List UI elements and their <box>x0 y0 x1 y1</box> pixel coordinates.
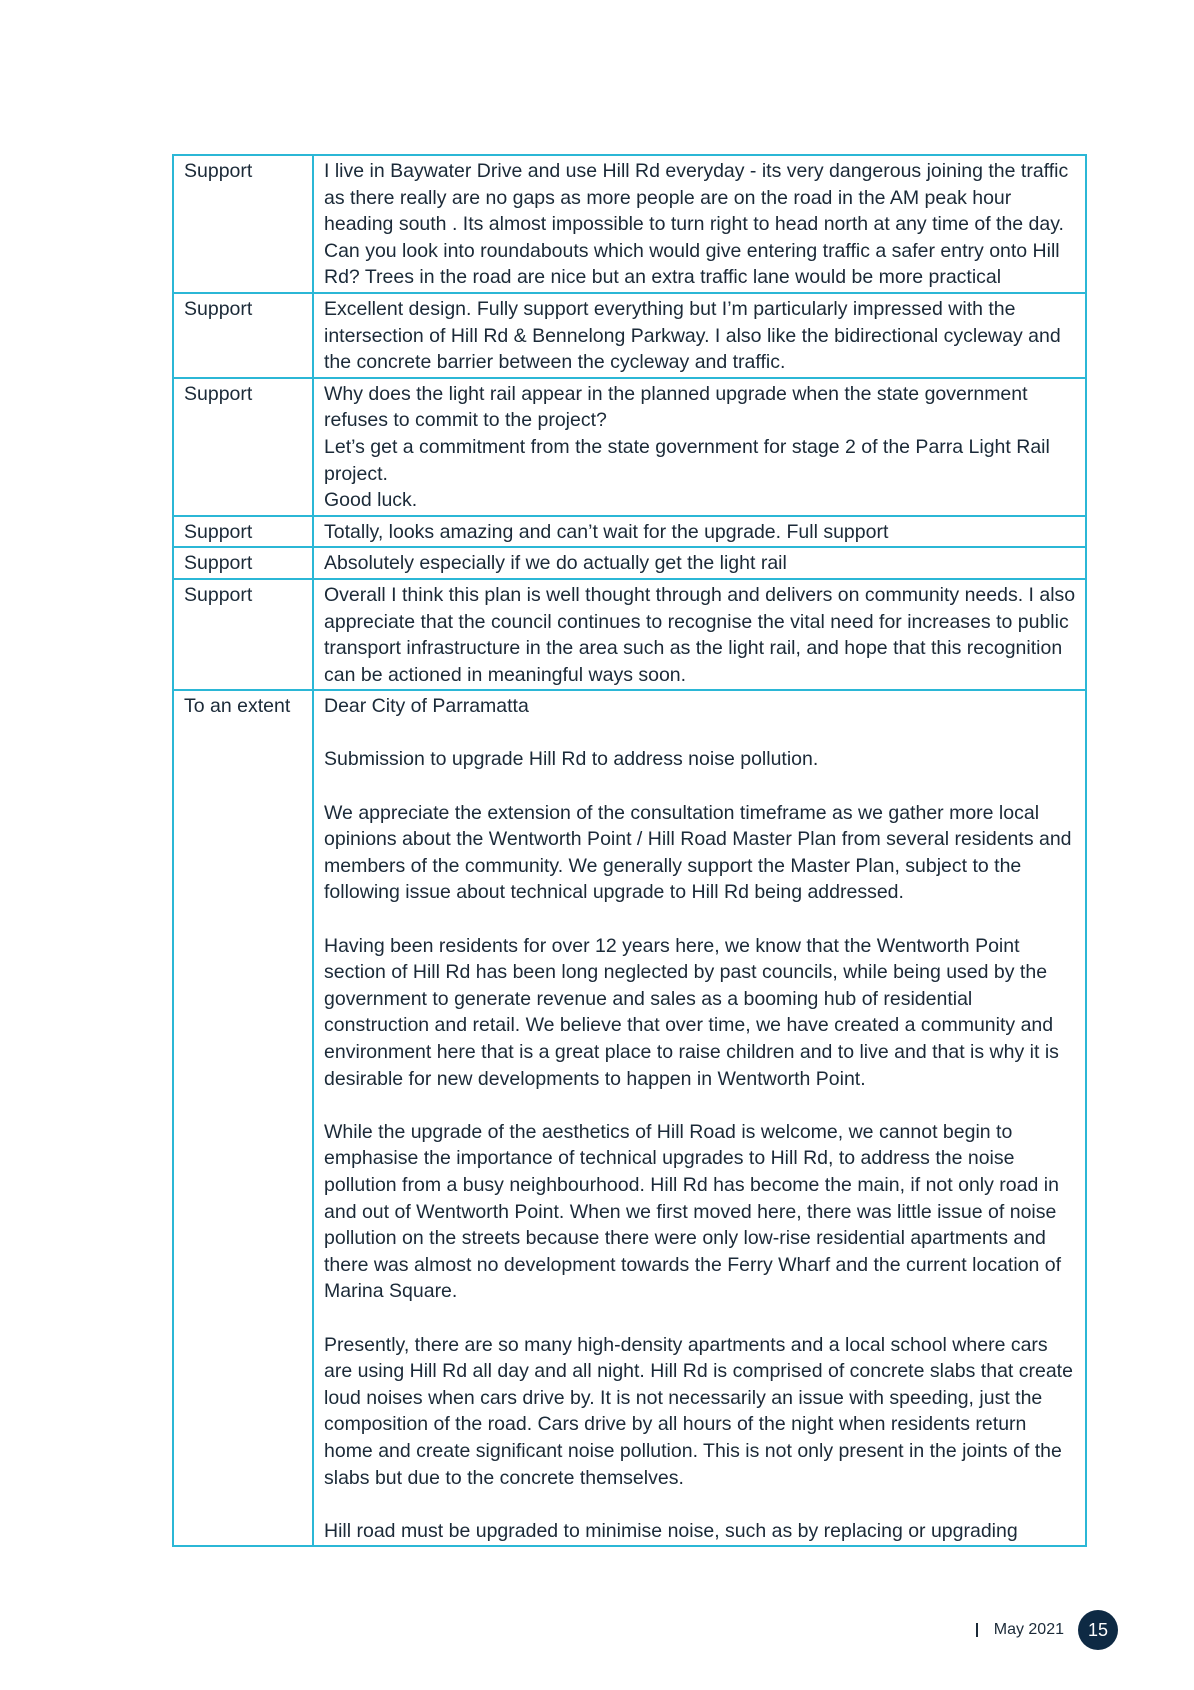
comment-paragraph: Absolutely especially if we do actually get the light rail <box>324 552 787 575</box>
support-level-cell: Support <box>173 547 313 579</box>
submissions-table-body <box>173 155 1086 1546</box>
comment-paragraph: Dear City of Parramatta <box>324 695 529 718</box>
footer-date: May 2021 <box>993 1621 1064 1638</box>
comment-cell <box>313 547 1086 579</box>
comment-paragraph: We appreciate the extension of the consultation timeframe as we gather more local opinions about the Wentworth Point / Hill Road Master Plan from several residents and members of the community. We generally support the Master Plan, subject to the following issue about technical upgrade to Hill Rd being addressed. <box>324 801 1072 904</box>
support-level-cell: To an extent <box>173 690 313 1546</box>
comment-paragraph: Excellent design. Fully support everything but I’m particularly impressed with the intersection of Hill Rd & Bennelong Parkway. I also like the bidirectional cycleway and the concrete barrier between the cycleway and traffic. <box>324 297 1061 374</box>
comment-paragraph: Submission to upgrade Hill Rd to address noise pollution. <box>324 748 819 771</box>
table-row <box>173 579 1086 690</box>
comment-paragraph: Totally, looks amazing and can’t wait for the upgrade. Full support <box>324 520 889 543</box>
comment-cell <box>313 155 1086 293</box>
comment-cell <box>313 293 1086 378</box>
comment-cell <box>313 378 1086 516</box>
comment-paragraph: Why does the light rail appear in the planned upgrade when the state government refuses to commit to the project? Let’s get a commitment from the state government for stage 2 of the Parra Light Rail project. Good luck. <box>324 382 1050 512</box>
support-level-cell: Support <box>173 516 313 548</box>
submissions-table-wrapper <box>172 154 1087 1547</box>
table-row <box>173 547 1086 579</box>
page-footer <box>976 1609 1118 1651</box>
comment-paragraph: Having been residents for over 12 years here, we know that the Wentworth Point section of Hill Rd has been long neglected by past councils, while being used by the government to generate revenue and sales as a booming hub of residential construction and retail. We believe that over time, we have created a community and environment here that is a great place to raise children and to live and that is why it is desirable for new developments to happen in Wentworth Point. <box>324 934 1059 1090</box>
comment-paragraph: Hill road must be upgraded to minimise noise, such as by replacing or upgrading <box>324 1519 1018 1542</box>
support-level-cell: Support <box>173 155 313 293</box>
comment-cell <box>313 690 1086 1546</box>
support-level-cell: Support <box>173 378 313 516</box>
table-row <box>173 690 1086 1546</box>
table-row <box>173 155 1086 293</box>
comment-cell <box>313 579 1086 690</box>
table-row <box>173 516 1086 548</box>
table-row <box>173 378 1086 516</box>
comment-cell <box>313 516 1086 548</box>
support-level-cell: Support <box>173 293 313 378</box>
footer-separator <box>976 1623 978 1637</box>
page-number-badge: 15 <box>1078 1610 1118 1650</box>
comment-paragraph: While the upgrade of the aesthetics of Hill Road is welcome, we cannot begin to emphasise the importance of technical upgrades to Hill Rd, to address the noise pollution from a busy neighbourhood. Hill Rd has become the main, if not only road in and out of Wentworth Point. When we first moved here, there was little issue of noise pollution on the streets because there were only low-rise residential apartments and there was almost no development towards the Ferry Wharf and the current location of Marina Square. <box>324 1120 1062 1303</box>
comment-paragraph: Presently, there are so many high-density apartments and a local school where cars are using Hill Rd all day and all night. Hill Rd is comprised of concrete slabs that create loud noises when cars drive by. It is not necessarily an issue with speeding, just the composition of the road. Cars drive by all hours of the night when residents return home and create significant noise pollution. This is not only present in the joints of the slabs but due to the concrete themselves. <box>324 1333 1073 1489</box>
submissions-table <box>172 154 1087 1547</box>
comment-paragraph: I live in Baywater Drive and use Hill Rd everyday - its very dangerous joining the traffic as there really are no gaps as more people are on the road in the AM peak hour heading south . Its almost impossible to turn right to head north at any time of the day. Can you look into roundabouts which would give entering traffic a safer entry onto Hill Rd? Trees in the road are nice but an extra traffic lane would be more practical <box>324 160 1069 289</box>
table-row <box>173 293 1086 378</box>
comment-paragraph: Overall I think this plan is well thought through and delivers on community needs. I also appreciate that the council continues to recognise the vital need for increases to public transport infrastructure in the area such as the light rail, and hope that this recognition can be actioned in meaningful ways soon. <box>324 583 1076 686</box>
support-level-cell: Support <box>173 579 313 690</box>
